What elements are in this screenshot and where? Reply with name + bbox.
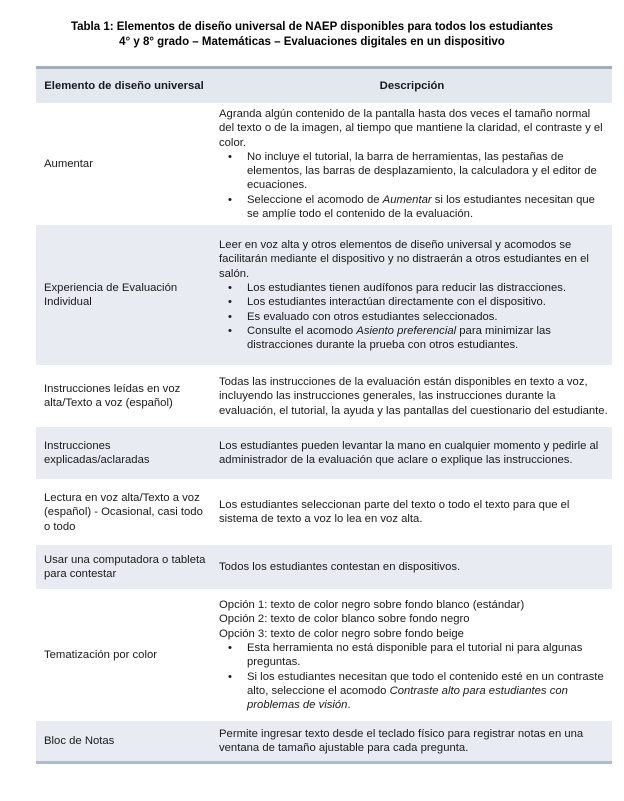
description-cell — [212, 479, 612, 545]
description-text: Agranda algún contenido de la pantalla hasta dos veces el tamaño normal del texto o de la imagen, al tiempo que mantiene la claridad, el contraste y el color. — [219, 108, 603, 149]
element-cell: Instrucciones explicadas/aclaradas — [36, 427, 212, 479]
description-cell — [212, 545, 612, 589]
bullet-item — [219, 670, 608, 713]
bullet-item — [219, 281, 608, 295]
description-text: Seleccione el acomodo de — [247, 193, 383, 206]
description-text: Los estudiantes interactúan directamente con el dispositivo. — [247, 296, 546, 309]
element-cell: Instrucciones leídas en voz alta/Texto a voz (español) — [44, 383, 181, 410]
table-row — [36, 427, 612, 479]
description-text: Consulte el acomodo — [247, 324, 357, 337]
table-row — [36, 721, 612, 763]
description-cell — [212, 225, 612, 365]
description-paragraph — [219, 107, 608, 150]
table-row — [36, 479, 612, 545]
description-paragraph — [219, 598, 608, 612]
description-text: Opción 1: texto de color negro sobre fondo blanco (estándar) — [219, 599, 525, 612]
description-paragraph — [219, 727, 608, 756]
table-body — [36, 103, 612, 763]
description-paragraph — [219, 375, 608, 418]
table-row — [36, 589, 612, 721]
bullet-item — [219, 641, 608, 670]
description-text: Si los estudiantes necesitan que todo el contenido esté en un contraste alto, seleccione el acomodo — [247, 670, 604, 697]
document-page — [0, 20, 624, 764]
description-paragraph — [219, 627, 608, 641]
description-text: Esta herramienta no está disponible para el tutorial ni para algunas preguntas. — [247, 642, 583, 669]
description-paragraph — [219, 612, 608, 626]
accommodation-name-italic: Asiento preferencial — [356, 324, 457, 337]
description-text: No incluye el tutorial, la barra de herramientas, las pestañas de elementos, las barras de desplazamiento, la calculadora y el editor de ecuaciones. — [247, 150, 597, 192]
element-cell: Lectura en voz alta/Texto a voz (español) - Ocasional, casi todo o todo — [44, 491, 203, 533]
description-cell — [212, 589, 612, 721]
description-cell — [212, 103, 612, 225]
description-text: Los estudiantes seleccionan parte del texto o todo el texto para que el sistema de texto a voz lo lea en voz alta. — [219, 499, 570, 526]
description-text: Todos los estudiantes contestan en dispositivos. — [219, 561, 461, 574]
description-text: Los estudiantes tienen audífonos para reducir las distracciones. — [247, 282, 567, 295]
description-paragraph — [219, 238, 608, 281]
description-cell — [212, 365, 612, 427]
universal-design-table — [36, 66, 612, 764]
description-paragraph — [219, 498, 608, 527]
description-text: Es evaluado con otros estudiantes seleccionados. — [247, 310, 498, 323]
description-text: Leer en voz alta y otros elementos de diseño universal y acomodos se facilitarán mediante el dispositivo y no distraerán a otros estudiantes en el salón. — [219, 239, 589, 280]
accommodation-name-italic: Contraste alto para estudiantes con problemas de visión — [247, 684, 568, 712]
description-paragraph — [219, 560, 608, 574]
table-row — [36, 103, 612, 225]
description-cell — [212, 721, 612, 763]
bullet-item — [219, 324, 608, 353]
description-text: Todas las instrucciones de la evaluación están disponibles en texto a voz, incluyendo las instrucciones generales, las instrucciones durante la evaluación, el tutorial, la ayuda y las pantallas del cuestionario del estudiante. — [219, 375, 608, 417]
header-cell-description: Descripción — [212, 68, 612, 104]
description-text: . — [347, 699, 351, 712]
table-row — [36, 545, 612, 589]
table-title-line2: 4° y 8° grado – Matemáticas – Evaluaciones digitales en un dispositivo — [119, 35, 505, 48]
bullet-item — [219, 295, 608, 309]
element-cell: Experiencia de Evaluación Individual — [36, 225, 212, 365]
description-text: Opción 3: texto de color negro sobre fondo beige — [219, 627, 464, 640]
bullet-list — [219, 281, 608, 352]
element-cell: Bloc de Notas — [36, 721, 212, 763]
element-cell: Tematización por color — [44, 649, 158, 662]
bullet-list — [219, 150, 608, 221]
description-cell — [212, 427, 612, 479]
bullet-item — [219, 150, 608, 193]
description-text: Los estudiantes pueden levantar la mano en cualquier momento y pedirle al administrador de la evaluación que aclare o explique las instrucciones. — [219, 440, 599, 467]
table-row — [36, 365, 612, 427]
description-text: si los estudiantes necesitan que se amplíe todo el contenido de la evaluación. — [247, 193, 595, 221]
accommodation-name-italic: Aumentar — [382, 193, 432, 206]
table-title-line1: Tabla 1: Elementos de diseño universal de NAEP disponibles para todos los estudiantes — [70, 21, 554, 33]
element-cell: Aumentar — [44, 158, 93, 171]
header-row — [36, 68, 612, 104]
bullet-item — [219, 310, 608, 324]
description-paragraph — [219, 439, 608, 468]
bullet-list — [219, 641, 608, 712]
table-row — [36, 225, 612, 365]
description-text: Opción 2: texto de color blanco sobre fondo negro — [219, 613, 470, 626]
description-text: para minimizar las distracciones durante la prueba con otros estudiantes. — [247, 324, 551, 352]
table-title — [0, 20, 624, 49]
element-cell: Usar una computadora o tableta para contestar — [36, 545, 212, 589]
bullet-item — [219, 193, 608, 222]
description-text: Permite ingresar texto desde el teclado físico para registrar notas en una ventana de tamaño ajustable para cada pregunta. — [219, 728, 584, 755]
header-cell-element: Elemento de diseño universal — [36, 68, 212, 104]
